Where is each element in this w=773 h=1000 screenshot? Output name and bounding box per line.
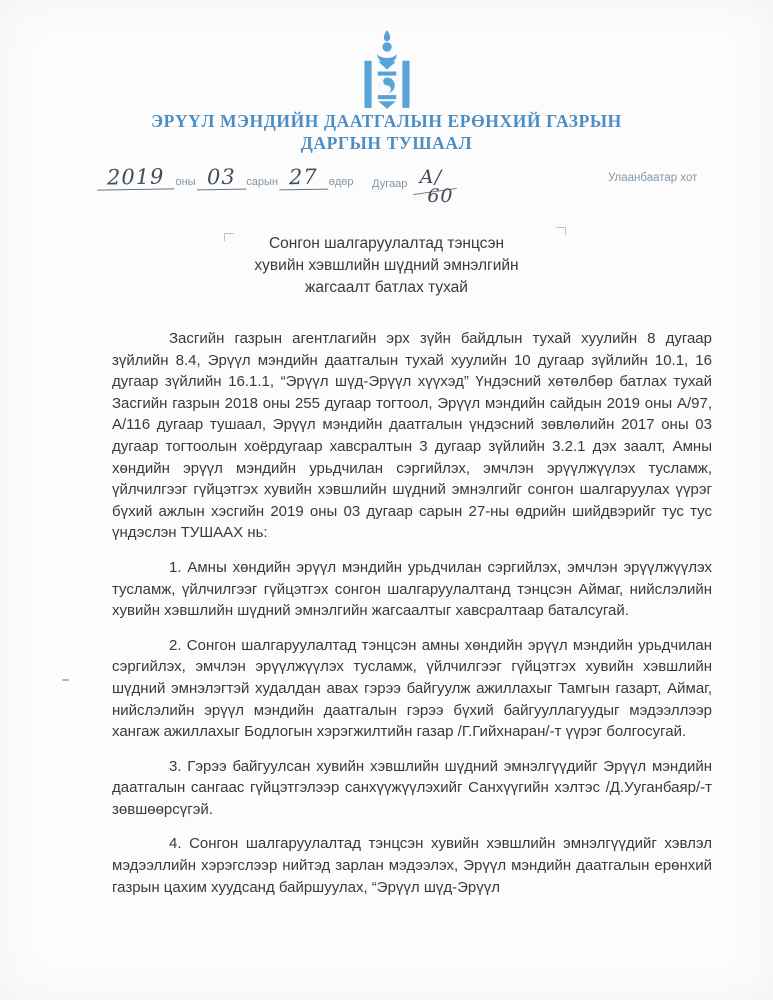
document-title-line3: жагсаалт батлах тухай (305, 279, 468, 296)
order-item-3: 3. Гэрээ байгуулсан хувийн хэвшлийн шүдний эмнэлгүүдийг Эрүүл мэндийн даатгалын сангаас гүйцэтгэлээр санхүүжүүлэхийг Санхүүгийн хэлтэс /Д.Ууганбаяр/-т зөвшөөрсүгэй. (112, 757, 712, 818)
document-body (112, 328, 712, 911)
order-item-1: 1. Амны хөндийн эрүүл мэндийн урьдчилан сэргийлэх, эмчлэн эрүүлжүүлэх тусламж, үйлчилгээг гүйцэтгэх сонгон шалгаруулалтанд тэнцсэн Аймаг, нийслэлийн хувийн хэвшлийн шүдний эмнэлгийн жагсаалтыг хавсралтаар баталсугай. (112, 558, 712, 620)
date-day-label: өдөр (328, 176, 354, 188)
preamble-paragraph: Засгийн газрын агентлагийн эрх зүйн байдлын тухай хуулийн 8 дугаар зүйлийн 8.4, Эрүүл мэндийн даатгалын тухай хуулийн 10 дугаар зүйлийн 10.1, 16 дугаар зүйлийн 16.1.1, “Эрүүл шүд-Эрүүл хүүхэд” Үндэсний хөтөлбөр батлах тухай Засгийн газрын 2018 оны 255 дугаар тогтоол, Эрүүл мэндийн сайдын 2019 оны А/97, А/116 дугаар тушаал, Эрүүл мэндийн даатгалын үндэсний зөвлөлийн 2017 оны 03 дугаар тогтоолын хоёрдугаар хавсралтын 3 дугаар зүйлийн 3.2.1 дэх заалт, Амны хөндийн эрүүл мэндийн урьдчилан сэргийлэх, эмчлэн эрүүлжүүлэх тусламж, үйлчилгээг гүйцэтгэх хувийн хэвшлийн шүдний эмнэлгийг сонгон шалгаруулах үүрэг бүхий ажлын хэсгийн 2019 оны 03 дугаар сарын 27-ны өдрийн шийдвэрийг тус тус үндэслэн ТУШААХ нь: (112, 330, 712, 542)
date-day-value: 27 (288, 164, 318, 190)
date-month-slot (196, 166, 245, 191)
date-group (97, 166, 355, 190)
date-month-value: 03 (206, 164, 236, 190)
date-day-slot (279, 166, 328, 191)
number-numerator: А/ (419, 166, 443, 188)
date-year-slot (97, 165, 175, 190)
order-item-2: 2. Сонгон шалгаруулалтад тэнцсэн амны хөндийн эрүүл мэндийн урьдчилан сэргийлэх, эмчлэн эрүүлжүүлэх тусламж, үйлчилгээг гүйцэтгэх хувийн хэвшлийн шүдний эмнэлэгтэй худалдан авах гэрээ байгуулж ажиллахыг Тамгын газарт, Аймаг, нийслэлийн эрүүл мэндийн даатгалын гэрээ бүхий байгууллагуудыг мэдээллээр хангаж ажиллахыг Бодлогын хэрэгжилтийн газар /Г.Гийхнаран/-т үүрэг болгосугай. (112, 636, 712, 741)
org-title-line2: ДАРГЫН ТУШААЛ (300, 133, 473, 153)
date-month-label: сарын (246, 176, 279, 188)
number-denominator: 60 (427, 185, 454, 207)
org-title-line1: ЭРҮҮЛ МЭНДИЙН ДААТГАЛЫН ЕРӨНХИЙ ГАЗРЫН (151, 111, 622, 131)
document-title-line1: Сонгон шалгаруулалтад тэнцсэн (268, 235, 505, 252)
date-line (0, 166, 773, 216)
city-label: Улаанбаатар хот (608, 172, 698, 184)
soyombo-emblem-icon (356, 30, 418, 112)
order-item-4: 4. Сонгон шалгаруулалтад тэнцсэн хувийн хэвшлийн эмнэлгүүдийг хэвлэл мэдээллийн хэрэгслээр нийтэд зарлан мэдээлэх, Эрүүл мэндийн даатгалын ерөнхий газрын цахим хуудсанд байршуулах, “Эрүүл шүд-Эрүүл (112, 835, 712, 896)
document-number-label: Дугаар (372, 178, 408, 190)
date-year-value: 2019 (106, 164, 165, 190)
document-title-line2: хувийн хэвшлийн шүдний эмнэлгийн (254, 257, 519, 274)
document-number-group (372, 166, 459, 214)
date-year-label: оны (175, 176, 196, 188)
document-title (0, 233, 773, 299)
org-title (0, 110, 773, 154)
document-number-value (413, 166, 459, 214)
scan-artifact-dash (62, 679, 69, 681)
